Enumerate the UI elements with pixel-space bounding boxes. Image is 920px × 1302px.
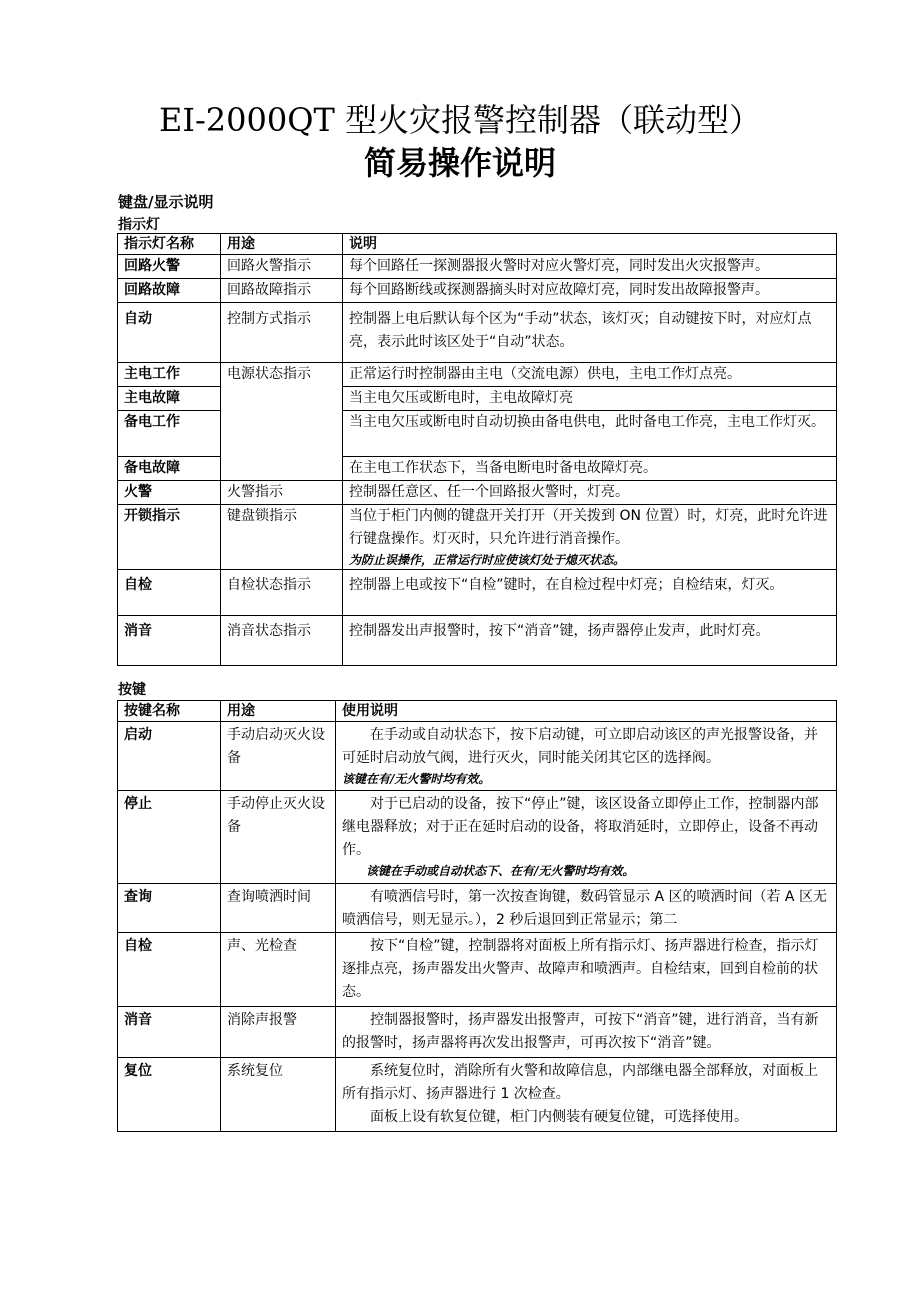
table-row bbox=[118, 570, 837, 616]
indicator-desc: 正常运行时控制器由主电（交流电源）供电，主电工作灯点亮。 bbox=[343, 363, 837, 387]
table-row bbox=[118, 616, 837, 666]
indicator-use: 回路故障指示 bbox=[221, 279, 343, 303]
key-desc: 系统复位时，消除所有火警和故障信息，内部继电器全部释放，对面板上所有指示灯、扬声器进行 1 次检查。 bbox=[342, 1063, 818, 1102]
table-row bbox=[118, 1007, 837, 1058]
indicator-desc: 每个回路任一探测器报火警时对应火警灯亮，同时发出火灾报警声。 bbox=[343, 255, 837, 279]
indicator-note: 为防止误操作，正常运行时应使该灯处于熄灭状态。 bbox=[349, 553, 626, 567]
table-row bbox=[118, 303, 837, 363]
header-name: 按键名称 bbox=[118, 701, 221, 722]
indicator-use: 回路火警指示 bbox=[221, 255, 343, 279]
indicator-name: 自检 bbox=[118, 570, 221, 616]
indicator-use: 自检状态指示 bbox=[221, 570, 343, 616]
key-desc: 控制器报警时，扬声器发出报警声，可按下“消音”键，进行消音，当有新的报警时，扬声器将再次发出报警声，可再次按下“消音”键。 bbox=[342, 1012, 819, 1051]
document-title: EI-2000QT 型火灾报警控制器（联动型） bbox=[158, 101, 761, 139]
key-note: 该键在有/无火警时均有效。 bbox=[342, 772, 491, 786]
header-name: 指示灯名称 bbox=[118, 234, 221, 255]
indicator-desc: 控制器任意区、任一个回路报火警时，灯亮。 bbox=[343, 481, 837, 505]
indicator-desc: 控制器发出声报警时，按下“消音”键，扬声器停止发声，此时灯亮。 bbox=[343, 616, 837, 666]
table-row bbox=[118, 363, 837, 387]
key-use: 声、光检查 bbox=[221, 933, 336, 1007]
key-use: 手动启动灭火设备 bbox=[221, 722, 336, 791]
table-row bbox=[118, 255, 837, 279]
section-keyboard-heading: 键盘/显示说明 bbox=[118, 193, 214, 211]
key-desc: 按下“自检”键，控制器将对面板上所有指示灯、扬声器进行检查，指示灯逐排点亮，扬声器发出火警声、故障声和喷洒声。自检结束，回到自检前的状态。 bbox=[342, 938, 819, 1000]
indicator-desc: 控制器上电后默认每个区为“手动”状态，该灯灭；自动键按下时，对应灯点亮，表示此时该区处于“自动”状态。 bbox=[343, 303, 837, 363]
keys-table bbox=[117, 700, 837, 1132]
indicator-use: 火警指示 bbox=[221, 481, 343, 505]
indicator-use: 电源状态指示 bbox=[221, 363, 343, 481]
header-desc: 使用说明 bbox=[336, 701, 837, 722]
key-desc-cell bbox=[336, 1058, 837, 1132]
header-use: 用途 bbox=[221, 234, 343, 255]
indicator-use: 控制方式指示 bbox=[221, 303, 343, 363]
indicator-name: 消音 bbox=[118, 616, 221, 666]
key-note: 该键在手动或自动状态下、在有/无火警时均有效。 bbox=[366, 864, 635, 878]
key-name: 启动 bbox=[118, 722, 221, 791]
indicator-name: 回路火警 bbox=[118, 255, 221, 279]
indicator-desc: 在主电工作状态下，当备电断电时备电故障灯亮。 bbox=[343, 457, 837, 481]
indicator-desc: 控制器上电或按下“自检”键时，在自检过程中灯亮；自检结束，灯灭。 bbox=[343, 570, 837, 616]
indicator-name: 回路故障 bbox=[118, 279, 221, 303]
key-use: 系统复位 bbox=[221, 1058, 336, 1132]
table-row bbox=[118, 933, 837, 1007]
indicator-name: 火警 bbox=[118, 481, 221, 505]
indicator-desc: 当主电欠压或断电时，主电故障灯亮 bbox=[343, 387, 837, 411]
key-desc: 对于已启动的设备，按下“停止”键，该区设备立即停止工作，控制器内部继电器释放；对于正在延时启动的设备，将取消延时，立即停止，设备不再动作。 bbox=[342, 796, 819, 858]
indicator-table bbox=[117, 233, 837, 666]
table-row bbox=[118, 1058, 837, 1132]
indicator-name: 自动 bbox=[118, 303, 221, 363]
table-row bbox=[118, 791, 837, 884]
indicator-desc: 每个回路断线或探测器摘头时对应故障灯亮，同时发出故障报警声。 bbox=[343, 279, 837, 303]
key-desc-extra: 面板上设有软复位键，柜门内侧装有硬复位键，可选择使用。 bbox=[370, 1109, 748, 1125]
table-row bbox=[118, 722, 837, 791]
indicator-use: 消音状态指示 bbox=[221, 616, 343, 666]
table-row bbox=[118, 884, 837, 933]
keys-heading: 按键 bbox=[118, 682, 146, 698]
header-desc: 说明 bbox=[343, 234, 837, 255]
key-use: 手动停止灭火设备 bbox=[221, 791, 336, 884]
key-name: 消音 bbox=[118, 1007, 221, 1058]
indicator-desc: 当位于柜门内侧的键盘开关打开（开关拨到 ON 位置）时，灯亮，此时允许进行键盘操作。灯灭时，只允许进行消音操作。 bbox=[349, 508, 828, 547]
table-row bbox=[118, 481, 837, 505]
table-header-row bbox=[118, 701, 837, 722]
indicator-name: 主电故障 bbox=[118, 387, 221, 411]
key-desc-cell bbox=[336, 884, 837, 933]
key-desc-cell bbox=[336, 791, 837, 884]
table-row bbox=[118, 279, 837, 303]
indicator-desc-cell bbox=[343, 505, 837, 570]
key-desc: 有喷洒信号时，第一次按查询键，数码管显示 A 区的喷洒时间（若 A 区无喷洒信号，则无显示。），2 秒后退回到正常显示；第二 bbox=[342, 889, 827, 928]
indicator-name: 备电工作 bbox=[118, 411, 221, 457]
indicator-name: 备电故障 bbox=[118, 457, 221, 481]
key-name: 查询 bbox=[118, 884, 221, 933]
key-desc-cell bbox=[336, 722, 837, 791]
key-desc-cell bbox=[336, 1007, 837, 1058]
indicator-name: 开锁指示 bbox=[118, 505, 221, 570]
table-header-row bbox=[118, 234, 837, 255]
key-use: 消除声报警 bbox=[221, 1007, 336, 1058]
indicator-name: 主电工作 bbox=[118, 363, 221, 387]
key-name: 复位 bbox=[118, 1058, 221, 1132]
header-use: 用途 bbox=[221, 701, 336, 722]
key-desc: 在手动或自动状态下，按下启动键，可立即启动该区的声光报警设备，并可延时启动放气阀，进行灭火，同时能关闭其它区的选择阀。 bbox=[342, 727, 818, 766]
indicators-heading: 指示灯 bbox=[118, 217, 160, 233]
document-subtitle: 简易操作说明 bbox=[363, 144, 556, 182]
indicator-desc: 当主电欠压或断电时自动切换由备电供电，此时备电工作亮，主电工作灯灭。 bbox=[343, 411, 837, 457]
key-desc-cell bbox=[336, 933, 837, 1007]
key-use: 查询喷洒时间 bbox=[221, 884, 336, 933]
indicator-use: 键盘锁指示 bbox=[221, 505, 343, 570]
table-row bbox=[118, 505, 837, 570]
key-name: 自检 bbox=[118, 933, 221, 1007]
key-name: 停止 bbox=[118, 791, 221, 884]
